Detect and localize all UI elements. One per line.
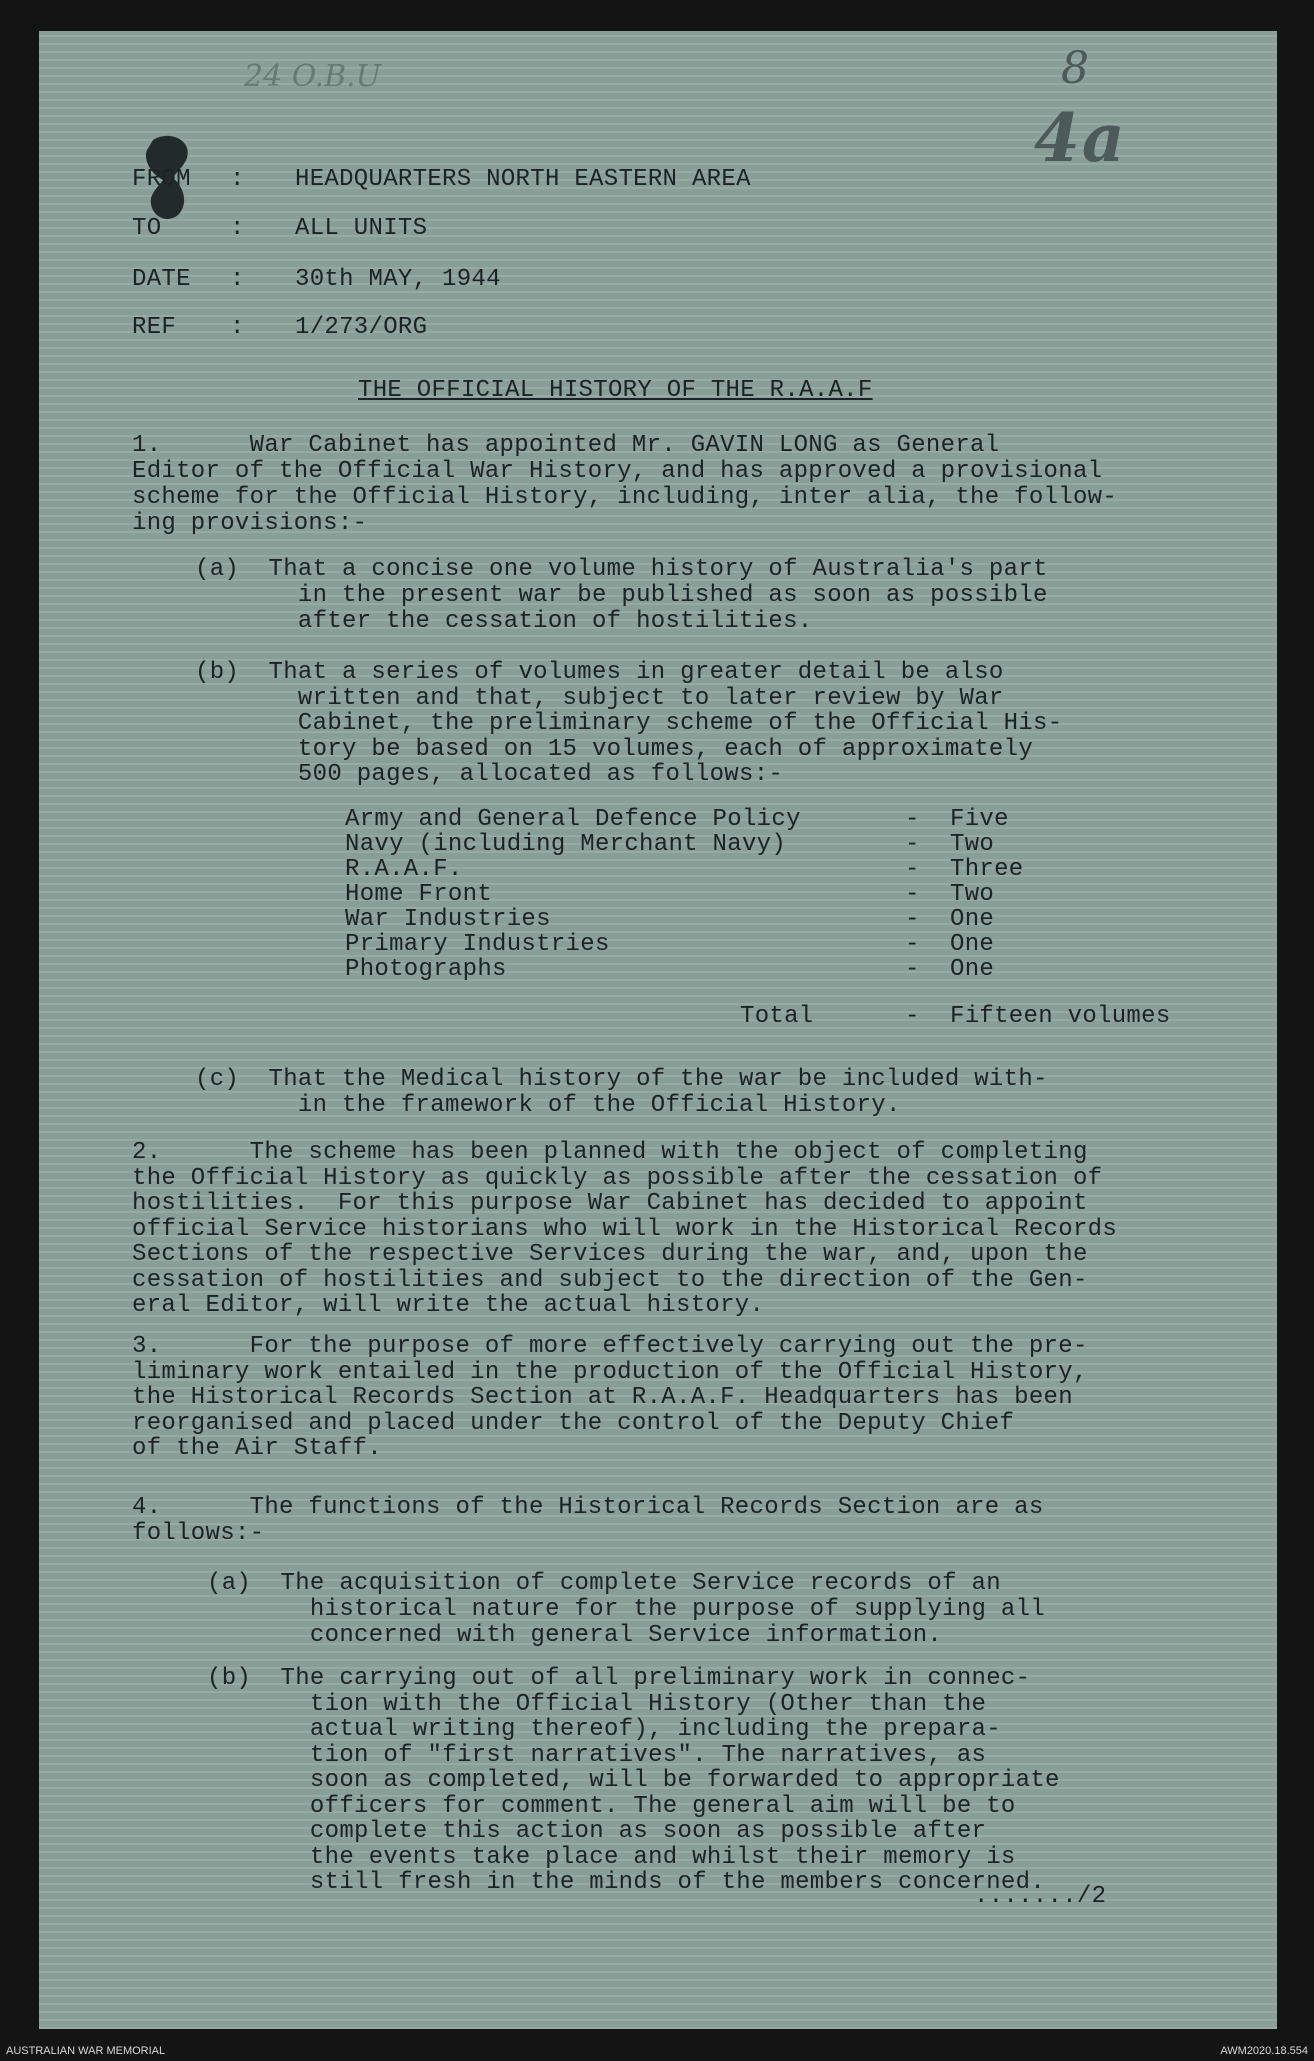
paragraph-2-line: hostilities. For this purpose War Cabinet has decided to appoint [132, 1190, 1088, 1217]
header-value: 1/273/ORG [295, 314, 428, 341]
paragraph-3-line: the Historical Records Section at R.A.A.F. Headquarters has been [132, 1384, 1073, 1411]
volume-subject: Primary Industries [345, 931, 610, 958]
header-separator: : [230, 314, 245, 341]
paragraph-4-line: 4. The functions of the Historical Records Section are as [132, 1494, 1044, 1521]
paragraph-1-line: Editor of the Official War History, and has approved a provisional [132, 458, 1103, 485]
header-label: TO [132, 215, 162, 242]
paragraph-4b-line: tion with the Official History (Other than the [207, 1690, 987, 1718]
paragraph-1a-line: after the cessation of hostilities. [195, 608, 813, 635]
paragraph-2-line: 2. The scheme has been planned with the object of completing [132, 1139, 1088, 1166]
volume-dash: - [905, 906, 920, 933]
paragraph-4b-line: soon as completed, will be forwarded to appropriate [207, 1767, 1060, 1794]
paragraph-1-line: scheme for the Official History, including, inter alia, the follow- [132, 484, 1118, 511]
paragraph-1b-line: (b) That a series of volumes in greater detail be also [195, 659, 1004, 686]
paragraph-4b-line: tion of "first narratives". The narratives, as [207, 1741, 987, 1769]
volume-dash: - [905, 806, 920, 833]
volume-count: Two [950, 881, 995, 908]
volume-subject: Photographs [345, 956, 507, 983]
volume-total-value: Fifteen volumes [950, 1003, 1171, 1030]
archive-reference: AWM2020.18.554 [1220, 2045, 1308, 2057]
volume-dash: - [905, 956, 920, 983]
paragraph-4b-line: complete this action as soon as possible after [207, 1818, 987, 1845]
volume-dash: - [905, 881, 920, 908]
header-label: REF [132, 314, 177, 341]
paragraph-1c-line: (c) That the Medical history of the war be included with- [195, 1066, 1048, 1093]
archive-caption: AUSTRALIAN WAR MEMORIAL [6, 2045, 166, 2057]
paragraph-3-line: 3. For the purpose of more effectively carrying out the pre- [132, 1333, 1088, 1360]
volume-subject: Home Front [345, 881, 493, 908]
paragraph-2-line: Sections of the respective Services during the war, and, upon the [132, 1241, 1088, 1268]
paragraph-1-line: ing provisions:- [132, 510, 368, 537]
volume-total-dash: - [905, 1003, 920, 1030]
volume-dash: - [905, 856, 920, 883]
paragraph-3-line: reorganised and placed under the control of the Deputy Chief [132, 1409, 1015, 1437]
paragraph-1-line: 1. War Cabinet has appointed Mr. GAVIN LONG as General [132, 432, 1000, 459]
paragraph-2-line: cessation of hostilities and subject to the direction of the Gen- [132, 1266, 1088, 1294]
paragraph-4a-line: concerned with general Service information. [207, 1622, 943, 1649]
header-value: 30th MAY, 1944 [295, 266, 501, 293]
header-separator: : [230, 266, 245, 293]
volume-count: Two [950, 831, 995, 858]
paragraph-3-line: liminary work entailed in the production of the Official History, [132, 1358, 1088, 1386]
volume-subject: Navy (including Merchant Navy) [345, 831, 787, 858]
paragraph-4b-line: actual writing thereof), including the prepara- [207, 1716, 1001, 1743]
paragraph-2-line: eral Editor, will write the actual history. [132, 1292, 765, 1319]
volume-count: One [950, 906, 995, 933]
header-separator: : [230, 215, 245, 242]
volume-subject: Army and General Defence Policy [345, 806, 801, 833]
paragraph-4b-line: (b) The carrying out of all preliminary work in connec- [207, 1665, 1031, 1692]
handwritten-top-note: 24 O.B.U [244, 59, 381, 94]
paragraph-4b-line: officers for comment. The general aim will be to [207, 1792, 1016, 1820]
paragraph-2-line: official Service historians who will work in the Historical Records [132, 1215, 1118, 1243]
header-label: FROM [132, 166, 191, 193]
paragraph-1b-line: 500 pages, allocated as follows:- [195, 761, 784, 788]
document-page [39, 31, 1277, 2029]
handwritten-corner-number: 8 [1061, 43, 1089, 94]
paragraph-4-line: follows:- [132, 1520, 265, 1547]
volume-total-label: Total [740, 1003, 814, 1030]
paragraph-1b-line: Cabinet, the preliminary scheme of the Official His- [195, 710, 1063, 737]
paragraph-1b-line: tory be based on 15 volumes, each of approximately [195, 735, 1034, 763]
paragraph-4b-line: the events take place and whilst their memory is [207, 1843, 1016, 1871]
header-value: HEADQUARTERS NORTH EASTERN AREA [295, 166, 751, 193]
paragraph-4a-line: (a) The acquisition of complete Service records of an [207, 1570, 1001, 1597]
handwritten-corner-folio: 4a [1034, 99, 1127, 177]
paragraph-3-line: of the Air Staff. [132, 1435, 382, 1462]
volume-count: Five [950, 806, 1009, 833]
volume-count: One [950, 931, 995, 958]
header-label: DATE [132, 266, 191, 293]
volume-dash: - [905, 831, 920, 858]
document-title: THE OFFICIAL HISTORY OF THE R.A.A.F [358, 377, 873, 404]
header-value: ALL UNITS [295, 215, 428, 242]
volume-subject: R.A.A.F. [345, 856, 463, 883]
paragraph-2-line: the Official History as quickly as possible after the cessation of [132, 1164, 1103, 1192]
paragraph-1c-line: in the framework of the Official History. [195, 1092, 901, 1119]
header-separator: : [230, 166, 245, 193]
paragraph-1b-line: written and that, subject to later review by War [195, 684, 1004, 712]
volume-count: One [950, 956, 995, 983]
volume-subject: War Industries [345, 906, 551, 933]
paragraph-4b-line: still fresh in the minds of the members concerned. [207, 1869, 1046, 1896]
paragraph-1a-line: in the present war be published as soon as possible [195, 582, 1048, 609]
paragraph-4a-line: historical nature for the purpose of supplying all [207, 1596, 1046, 1623]
volume-dash: - [905, 931, 920, 958]
volume-count: Three [950, 856, 1024, 883]
paragraph-1a-line: (a) That a concise one volume history of Australia's part [195, 556, 1048, 583]
page-continuation: ......./2 [974, 1883, 1107, 1910]
